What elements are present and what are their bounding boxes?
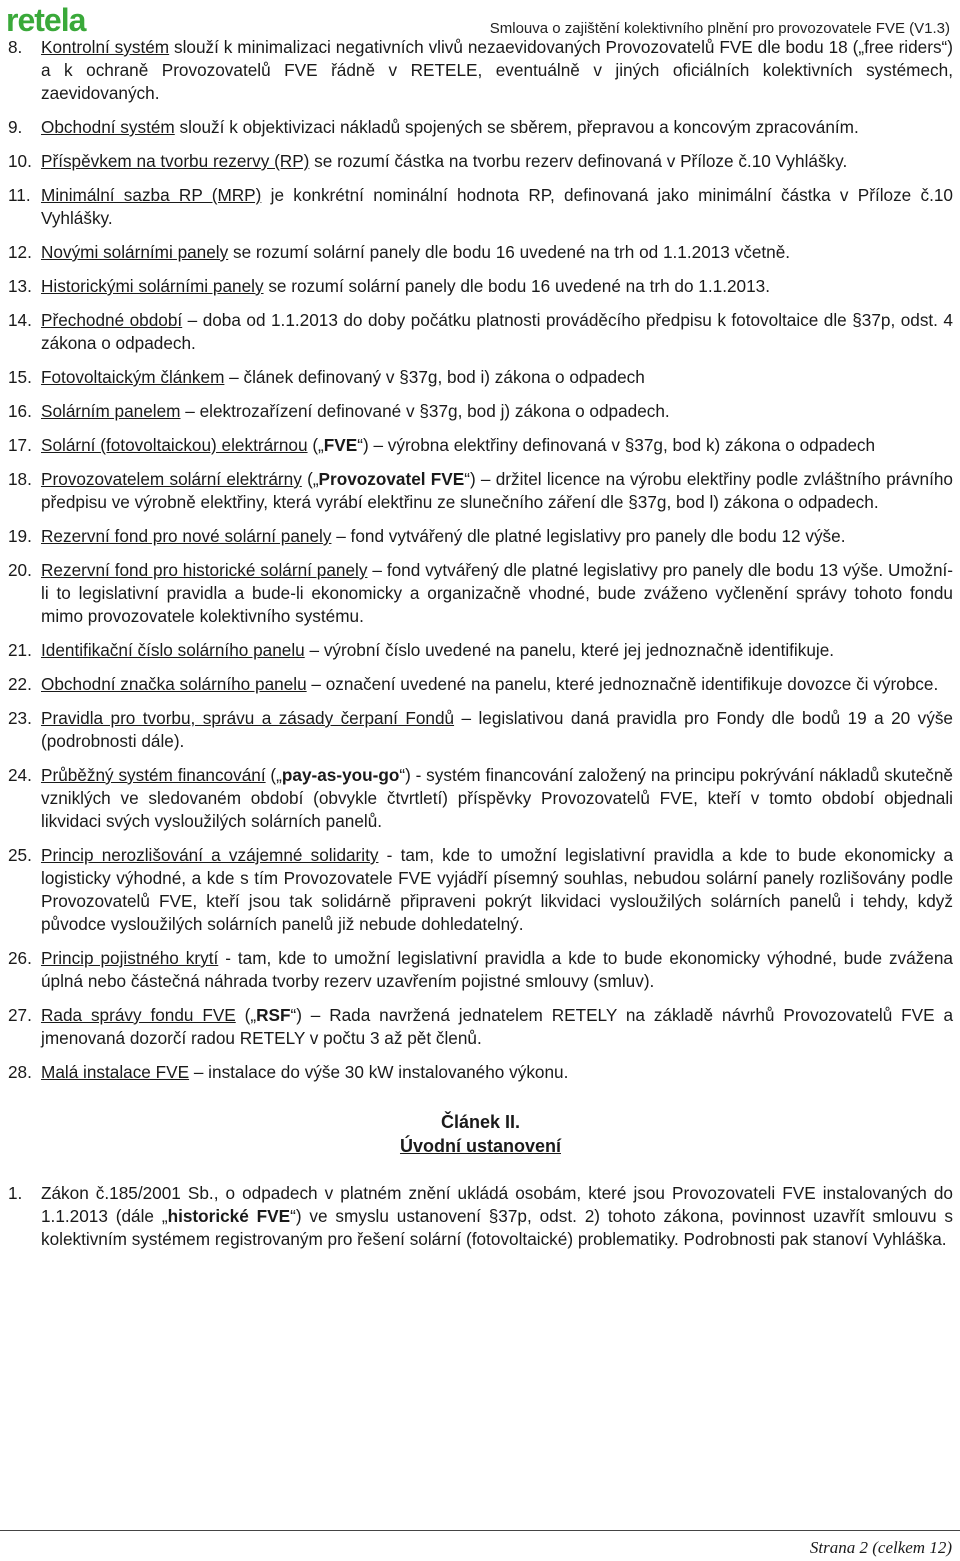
article-title: Článek II. <box>440 1112 521 1132</box>
item-number: 22. <box>8 674 32 694</box>
defined-term: Novými solárními panely <box>41 242 229 262</box>
retela-logo <box>4 4 100 36</box>
item-text: – fond vytvářený dle platné legislativy pro panely dle bodu 13 výše. Umožní-li to legislativní pravidla a bude-li ekonomicky a organizačně vhodné, bude zváženo vyčlenění správy tohoto fondu mimo provozovatele kolektivního systému. <box>41 560 953 626</box>
item-text: “) – výrobna elektřiny definovaná v §37g, bod k) zákona o odpadech <box>357 435 876 455</box>
item-number: 8. <box>8 37 23 57</box>
item-text: – doba od 1.1.2013 do doby počátku platnosti prováděcího předpisu k fotovoltaice dle §37p, odst. 4 zákona o odpadech. <box>41 310 953 353</box>
definition-item <box>8 525 953 548</box>
definition-item <box>8 1004 953 1050</box>
document-body <box>8 36 953 1262</box>
defined-term: Fotovoltaickým článkem <box>41 367 225 387</box>
item-number: 1. <box>8 1183 23 1203</box>
item-number: 15. <box>8 367 32 387</box>
defined-term: Přechodné období <box>41 310 183 330</box>
item-number: 17. <box>8 435 32 455</box>
term-abbreviation: historické FVE <box>167 1206 291 1226</box>
item-number: 27. <box>8 1005 32 1025</box>
item-text: Zákon č.185/2001 Sb., o odpadech v platném znění ukládá osobám, které jsou Provozovateli FVE instalovaných do 1.1.2013 (dále „ <box>41 1183 953 1226</box>
logo-text: retela <box>6 4 86 36</box>
item-text: – výrobní číslo uvedené na panelu, které jej jednoznačně identifikuje. <box>304 640 835 660</box>
article-heading <box>8 1110 953 1158</box>
item-text: – elektrozařízení definované v §37g, bod j) zákona o odpadech. <box>180 401 670 421</box>
item-text: - tam, kde to umožní legislativní pravidla a kde to bude ekonomicky výhodné, bude zvážena úplná nebo částečná náhrada tvorby rezerv uzavřením pojistné smlouvy (smluv). <box>41 948 953 991</box>
item-number: 21. <box>8 640 32 660</box>
definition-item <box>8 36 953 105</box>
definition-item <box>8 947 953 993</box>
defined-term: Malá instalace FVE <box>41 1062 190 1082</box>
definition-item <box>8 241 953 264</box>
item-text: slouží k minimalizaci negativních vlivů nezaevidovaných Provozovatelů FVE dle bodu 18 („free riders“) a k ochraně Provozovatelů FVE řádně v RETELE, eventuálně v jiných oficiálních kolektivních systémech, zaevidovaných. <box>41 37 953 103</box>
item-text: („ <box>235 1005 257 1025</box>
item-text: („ <box>301 469 319 489</box>
defined-term: Kontrolní systém <box>41 37 170 57</box>
defined-term: Minimální sazba RP (MRP) <box>41 185 262 205</box>
item-number: 18. <box>8 469 32 489</box>
defined-term: Historickými solárními panely <box>41 276 264 296</box>
definition-item <box>8 309 953 355</box>
item-text: se rozumí solární panely dle bodu 16 uvedené na trh od 1.1.2013 včetně. <box>228 242 791 262</box>
defined-term: Obchodní systém <box>41 117 175 137</box>
definition-item <box>8 468 953 514</box>
item-number: 19. <box>8 526 32 546</box>
definition-item <box>8 844 953 936</box>
item-text: slouží k objektivizaci nákladů spojených se sběrem, přepravou a koncovým zpracováním. <box>174 117 859 137</box>
defined-term: Provozovatelem solární elektrárny <box>41 469 302 489</box>
article-provisions-list <box>8 1182 953 1251</box>
item-text: – legislativou daná pravidla pro Fondy dle bodů 19 a 20 výše (podrobnosti dále). <box>41 708 953 751</box>
item-number: 12. <box>8 242 32 262</box>
term-abbreviation: FVE <box>323 435 358 455</box>
definition-item <box>8 673 953 696</box>
item-text: („ <box>265 765 282 785</box>
definition-item <box>8 400 953 423</box>
item-number: 11. <box>8 185 31 205</box>
definition-item <box>8 116 953 139</box>
definition-item <box>8 639 953 662</box>
term-abbreviation: RSF <box>256 1005 291 1025</box>
defined-term: Princip pojistného krytí <box>41 948 219 968</box>
item-text: – instalace do výše 30 kW instalovaného výkonu. <box>189 1062 569 1082</box>
item-text: („ <box>307 435 324 455</box>
item-text: – fond vytvářený dle platné legislativy pro panely dle bodu 12 výše. <box>331 526 846 546</box>
item-number: 13. <box>8 276 32 296</box>
item-number: 14. <box>8 310 32 330</box>
item-number: 10. <box>8 151 32 171</box>
definitions-list <box>8 36 953 1084</box>
item-number: 20. <box>8 560 32 580</box>
page-number: Strana 2 (celkem 12) <box>809 1538 952 1557</box>
definition-item <box>8 366 953 389</box>
item-number: 16. <box>8 401 32 421</box>
article-subtitle: Úvodní ustanovení <box>399 1136 561 1156</box>
defined-term: Průběžný systém financování <box>41 765 266 785</box>
defined-term: Princip nerozlišování a vzájemné solidarity <box>41 845 379 865</box>
definition-item <box>8 764 953 833</box>
defined-term: Příspěvkem na tvorbu rezervy (RP) <box>41 151 310 171</box>
defined-term: Rezervní fond pro nové solární panely <box>41 526 332 546</box>
definition-item <box>8 1061 953 1084</box>
item-text: “) – držitel licence na výrobu elektřiny podle zvláštního právního předpisu ve výrobně elektřiny, která vyrábí elektřinu ze slunečního záření dle §37g, bod l) zákona o odpadech. <box>41 469 953 512</box>
term-abbreviation: pay-as-you-go <box>281 765 400 785</box>
item-number: 24. <box>8 765 32 785</box>
defined-term: Obchodní značka solárního panelu <box>41 674 307 694</box>
defined-term: Rezervní fond pro historické solární panely <box>41 560 368 580</box>
item-number: 28. <box>8 1062 32 1082</box>
defined-term: Rada správy fondu FVE <box>41 1005 236 1025</box>
definition-item <box>8 434 953 457</box>
item-number: 26. <box>8 948 32 968</box>
item-text: - tam, kde to umožní legislativní pravidla a kde to bude ekonomicky a logisticky výhodné, a kde s tím Provozovatele FVE vyjádří písemný souhlas, nebudou solární panely rozlišovány podle Provozovatelů FVE, kteří jsou tak solidárně připraveni pokrýt likvidaci vysloužilých solárních panelů i tehdy, když původce vysloužilých solárních panelů již nebude dohledatelný. <box>41 845 953 934</box>
defined-term: Pravidla pro tvorbu, správu a zásady čerpaní Fondů <box>41 708 455 728</box>
item-text: “) ve smyslu ustanovení §37p, odst. 2) tohoto zákona, povinnost uzavřít smlouvu s kolektivním systémem registrovaným pro řešení solární (fotovoltaické) problematiky. Podrobnosti pak stanoví Vyhláška. <box>41 1206 953 1249</box>
item-number: 9. <box>8 117 23 137</box>
definition-item <box>8 150 953 173</box>
item-text: “) – Rada navržená jednatelem RETELY na základě návrhů Provozovatelů FVE a jmenovaná dozorčí radou RETELY v počtu 3 až pět členů. <box>41 1005 953 1048</box>
article-item <box>8 1182 953 1251</box>
footer-divider <box>0 1530 960 1531</box>
definition-item <box>8 707 953 753</box>
term-abbreviation: Provozovatel FVE <box>318 469 465 489</box>
definition-item <box>8 559 953 628</box>
item-text: – označení uvedené na panelu, které jednoznačně identifikuje dovozce či výrobce. <box>306 674 939 694</box>
document-header-title: Smlouva o zajištění kolektivního plnění pro provozovatele FVE (V1.3) <box>489 20 950 37</box>
defined-term: Solárním panelem <box>41 401 181 421</box>
defined-term: Solární (fotovoltaickou) elektrárnou <box>41 435 308 455</box>
item-text: – článek definovaný v §37g, bod i) zákona o odpadech <box>224 367 645 387</box>
defined-term: Identifikační číslo solárního panelu <box>41 640 305 660</box>
item-number: 23. <box>8 708 32 728</box>
item-text: se rozumí částka na tvorbu rezerv definovaná v Příloze č.10 Vyhlášky. <box>309 151 848 171</box>
definition-item <box>8 275 953 298</box>
item-text: “) - systém financování založený na principu pokrývání nákladů skutečně vzniklých ve sledovaném období (obvykle čtvrtletí) příspěvky Provozovatelů FVE, kteří v tomto období objednali likvidaci svých vysloužilých solárních panelů. <box>41 765 953 831</box>
item-text: se rozumí solární panely dle bodu 16 uvedené na trh do 1.1.2013. <box>263 276 770 296</box>
item-number: 25. <box>8 845 32 865</box>
definition-item <box>8 184 953 230</box>
item-text: je konkrétní nominální hodnota RP, definovaná jako minimální částka v Příloze č.10 Vyhlášky. <box>41 185 953 228</box>
